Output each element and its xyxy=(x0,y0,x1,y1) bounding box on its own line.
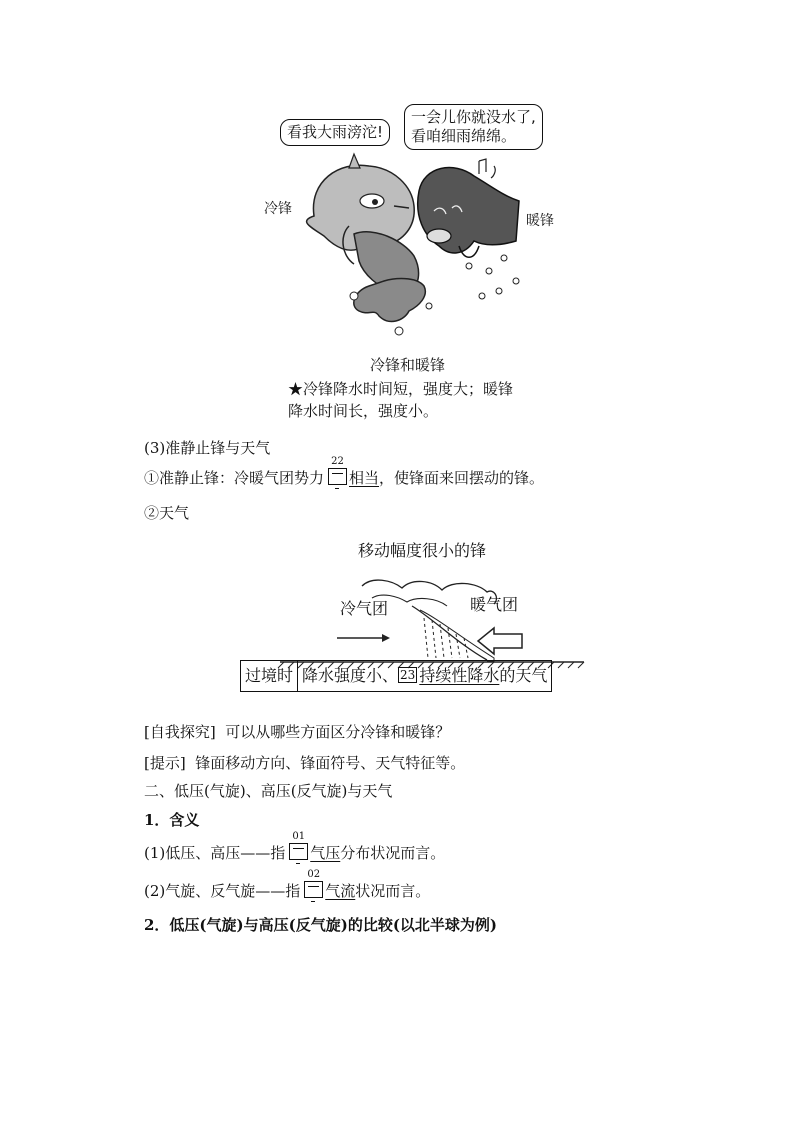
answer-blank-22 xyxy=(328,456,347,485)
table-content xyxy=(297,661,551,691)
weather-table xyxy=(240,660,552,692)
hint-text: 锋面移动方向、锋面符号、天气特征等。 xyxy=(195,754,466,772)
blank-number: 02 xyxy=(307,869,321,880)
answer-blank-23: 23 xyxy=(400,668,416,682)
part2-sub2: 2．低压(气旋)与高压(反气旋)的比较(以北半球为例) xyxy=(144,916,498,934)
figure-note-line2: 降水时间长，强度小。 xyxy=(288,402,439,420)
answer-blank-02 xyxy=(304,869,323,898)
cold-air-mass-label: 冷气团 xyxy=(340,599,389,618)
diagram-title: 移动幅度很小的锋 xyxy=(358,541,487,560)
part2-sub1: 1．含义 xyxy=(144,811,200,829)
line1-answer: 气压 xyxy=(310,844,341,862)
bubble-warm xyxy=(404,104,543,150)
item1-prefix: ①准静止锋：冷暖气团势力 xyxy=(144,469,325,487)
section3-item1 xyxy=(144,456,545,488)
blank-number: 22 xyxy=(331,456,344,467)
line1-prefix: (1)低压、高压——指 xyxy=(144,844,286,862)
section3-item2: ②天气 xyxy=(144,504,190,522)
self-explore xyxy=(144,722,450,742)
section3-heading: (3)准静止锋与天气 xyxy=(144,439,271,457)
line2-answer: 气流 xyxy=(325,882,356,900)
stationary-front-diagram xyxy=(232,530,594,708)
item1-answer: 相当 xyxy=(349,469,380,487)
bubble-warm-line1: 一会儿你就没水了, xyxy=(411,108,536,126)
part2-line1 xyxy=(144,831,446,863)
cartoon-figure xyxy=(254,96,576,426)
figure-note-line1: ★冷锋降水时间短，强度大；暖锋 xyxy=(288,380,514,398)
table-head: 过境时 xyxy=(245,666,294,685)
explore-text: 可以从哪些方面区分冷锋和暖锋？ xyxy=(225,723,451,741)
part2-line2 xyxy=(144,869,431,901)
line2-suffix: 状况而言。 xyxy=(355,882,431,900)
answer-blank-01 xyxy=(289,831,308,860)
table-answer: 持续性降水 xyxy=(419,666,500,685)
part2-heading: 二、低压(气旋)、高压(反气旋)与天气 xyxy=(144,782,393,800)
bubble-warm-line2: 看咱细雨绵绵。 xyxy=(411,127,517,145)
label-warm-front: 暖锋 xyxy=(526,213,554,229)
hint-tag: [提示] xyxy=(144,754,186,772)
explore-tag: [自我探究] xyxy=(144,723,216,741)
line1-suffix: 分布状况而言。 xyxy=(340,844,446,862)
bubble-cold: 看我大雨滂沱! xyxy=(280,119,390,146)
table-text-pre: 降水强度小、 xyxy=(302,666,399,685)
figure-caption: 冷锋和暖锋 xyxy=(370,356,446,374)
label-cold-front: 冷锋 xyxy=(264,201,292,217)
blank-number: 01 xyxy=(292,831,306,842)
hint xyxy=(144,753,465,773)
item1-suffix: ，使锋面来回摆动的锋。 xyxy=(379,469,545,487)
table-text-post: 的天气 xyxy=(499,666,548,685)
warm-air-mass-label: 暖气团 xyxy=(470,595,519,614)
line2-prefix: (2)气旋、反气旋——指 xyxy=(144,882,301,900)
